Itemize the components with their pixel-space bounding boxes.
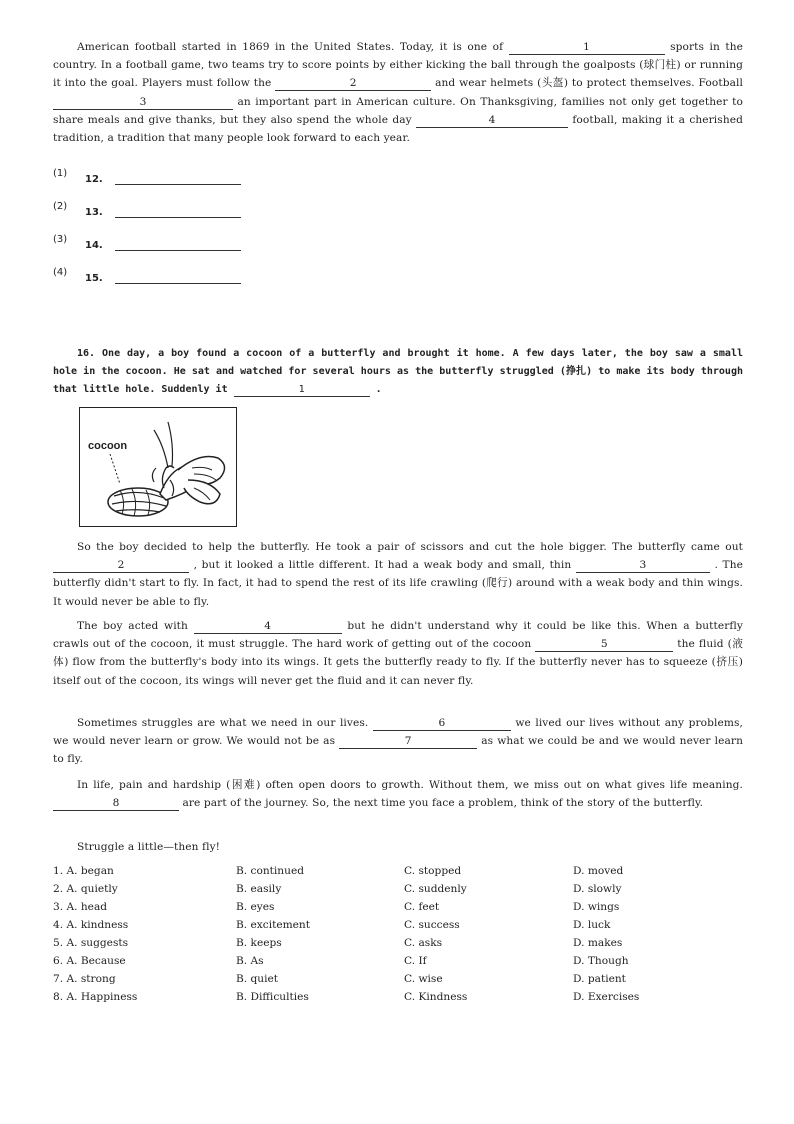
blank-1[interactable]: 1	[234, 383, 370, 397]
option-row	[53, 883, 743, 901]
passage-text: Struggle a little—then fly!	[77, 841, 221, 853]
option-c[interactable]: C. Kindness	[404, 991, 468, 1003]
figure-label: cocoon	[88, 440, 128, 452]
option-a[interactable]: 4. A. kindness	[53, 919, 129, 931]
option-a[interactable]: 6. A. Because	[53, 955, 126, 967]
option-d[interactable]: D. wings	[573, 901, 620, 913]
item-index: (3)	[53, 234, 68, 245]
blank-4[interactable]: 4	[194, 620, 342, 634]
passage-text: but he didn't understand why it could be like this. When a butterfly crawls out of the cocoon, it must struggle. The hard work of getting out of the cocoon	[53, 620, 744, 651]
option-c[interactable]: C. If	[404, 955, 427, 967]
passage-text: .	[375, 384, 382, 396]
option-row	[53, 955, 743, 973]
passage-text: , but it looked a little different. It had a weak body and small, thin	[193, 559, 572, 572]
cocoon-illustration	[79, 407, 237, 527]
blank-2[interactable]: 2	[53, 559, 189, 573]
option-row	[53, 973, 743, 991]
option-b[interactable]: B. easily	[236, 883, 282, 895]
paragraph-3	[53, 714, 743, 769]
butterfly-cocoon-drawing	[80, 408, 235, 525]
option-b[interactable]: B. excitement	[236, 919, 311, 931]
item-number: 13.	[85, 207, 103, 218]
paragraph-4	[53, 776, 743, 812]
option-c[interactable]: C. asks	[404, 937, 443, 949]
item-number: 14.	[85, 240, 103, 251]
passage-text: sports in the country. In a football game, two teams try to score points by either kicking the ball through the goalposts (球门柱) or running it into the goal. Players must follow the	[53, 41, 744, 90]
answer-line[interactable]	[115, 250, 241, 251]
passage-text: we lived our lives without any problems, we would never learn or grow. We would not be as	[53, 717, 744, 748]
passage-text: football, making it a cherished tradition, a tradition that many people look forward to each year.	[53, 113, 744, 145]
option-a[interactable]: 5. A. suggests	[53, 937, 129, 949]
option-d[interactable]: D. Though	[573, 955, 629, 967]
option-b[interactable]: B. keeps	[236, 937, 282, 949]
option-b[interactable]: B. quiet	[236, 973, 279, 985]
option-d[interactable]: D. slowly	[573, 883, 622, 895]
answer-line[interactable]	[115, 184, 241, 185]
option-b[interactable]: B. continued	[236, 865, 304, 877]
blank-4[interactable]: 4	[416, 114, 568, 128]
passage-text: In life, pain and hardship (困难) often open doors to growth. Without them, we miss out on what gives life meaning.	[77, 779, 743, 791]
blank-1[interactable]: 1	[509, 41, 665, 55]
option-a[interactable]: 7. A. strong	[53, 973, 116, 985]
option-row	[53, 865, 743, 883]
option-a[interactable]: 1. A. began	[53, 865, 114, 877]
option-c[interactable]: C. feet	[404, 901, 440, 913]
blank-5[interactable]: 5	[535, 638, 673, 652]
passage-text: are part of the journey. So, the next time you face a problem, think of the story of the butterfly.	[182, 797, 704, 810]
passage-text: Sometimes struggles are what we need in our lives.	[77, 717, 369, 729]
closing-line	[53, 838, 743, 856]
passage-text: as what we could be and we would never learn to fly.	[53, 735, 743, 766]
blank-8[interactable]: 8	[53, 797, 179, 811]
option-d[interactable]: D. patient	[573, 973, 626, 985]
option-b[interactable]: B. As	[236, 955, 264, 967]
option-a[interactable]: 3. A. head	[53, 901, 108, 913]
paragraph-2	[53, 617, 743, 690]
passage-text: So the boy decided to help the butterfly. He took a pair of scissors and cut the hole bigger. The butterfly came out	[77, 541, 743, 553]
option-c[interactable]: C. stopped	[404, 865, 462, 877]
blank-2[interactable]: 2	[275, 77, 431, 91]
option-b[interactable]: B. Difficulties	[236, 991, 309, 1003]
passage-text: 16. One day, a boy found a cocoon of a butterfly and brought it home. A few days later, the boy saw a small hole in the cocoon. He sat and watched for several hours as the butterfly struggled (挣扎) to make its body through that little hole. Suddenly it	[53, 348, 743, 396]
passage-text: . The butterfly didn't start to fly. In fact, it had to spend the rest of its life crawling (爬行) around with a weak body and thin wings. It would never be able to fly.	[53, 559, 744, 608]
passage-text: American football started in 1869 in the United States. Today, it is one of	[77, 41, 504, 53]
option-c[interactable]: C. suddenly	[404, 883, 467, 895]
options-table	[53, 865, 743, 1009]
option-d[interactable]: D. Exercises	[573, 991, 640, 1003]
option-a[interactable]: 8. A. Happiness	[53, 991, 138, 1003]
item-index: (1)	[53, 168, 68, 179]
item-index: (2)	[53, 201, 68, 212]
option-d[interactable]: D. makes	[573, 937, 623, 949]
option-a[interactable]: 2. A. quietly	[53, 883, 118, 895]
option-b[interactable]: B. eyes	[236, 901, 275, 913]
item-number: 12.	[85, 174, 103, 185]
answer-line[interactable]	[115, 283, 241, 284]
option-row	[53, 901, 743, 919]
passage-text: and wear helmets (头盔) to protect themselves. Football	[435, 77, 744, 90]
blank-6[interactable]: 6	[373, 717, 511, 731]
option-c[interactable]: C. success	[404, 919, 460, 931]
paragraph-1	[53, 538, 743, 611]
passage-text: the fluid (液体) flow from the butterfly's body into its wings. It gets the butterfly ready to fly. If the butterfly never has to squeeze (挤压) itself out of the cocoon, its wings will never get the fluid and it can never fly.	[53, 638, 744, 687]
option-row	[53, 937, 743, 955]
passage-butterfly-intro	[53, 345, 743, 400]
passage-football	[53, 38, 743, 147]
option-row	[53, 991, 743, 1009]
blank-3[interactable]: 3	[53, 96, 233, 110]
item-index: (4)	[53, 267, 68, 278]
answer-line[interactable]	[115, 217, 241, 218]
blank-7[interactable]: 7	[339, 735, 477, 749]
option-row	[53, 919, 743, 937]
passage-text: an important part in American culture. On Thanksgiving, families not only get together to share meals and give thanks, but they also spend the whole day	[53, 95, 743, 126]
item-number: 15.	[85, 273, 103, 284]
option-d[interactable]: D. luck	[573, 919, 611, 931]
option-d[interactable]: D. moved	[573, 865, 624, 877]
option-c[interactable]: C. wise	[404, 973, 443, 985]
blank-3[interactable]: 3	[576, 559, 710, 573]
passage-text: The boy acted with	[77, 620, 188, 632]
